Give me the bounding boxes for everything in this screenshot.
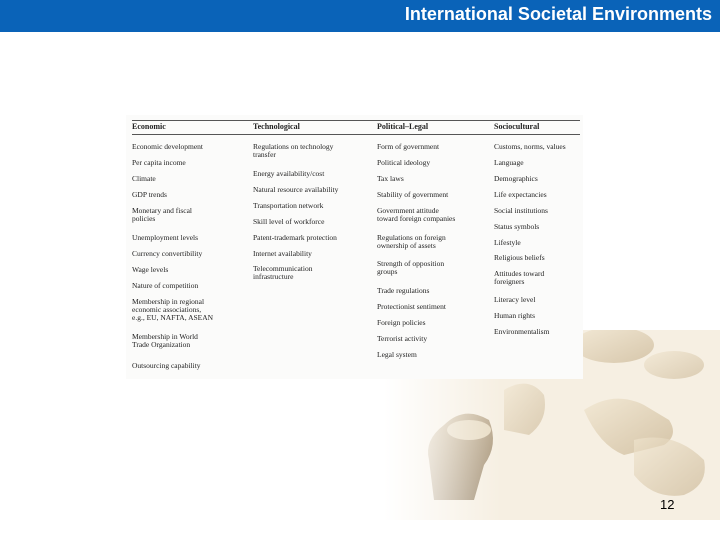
table-cell [132, 333, 198, 349]
table-cell-line: Internet availability [253, 249, 312, 258]
table-cell-line: Human rights [494, 311, 536, 320]
table-cell [253, 143, 333, 159]
table-cell [377, 335, 427, 343]
table-cell [377, 207, 455, 223]
table-cell-line: Government attitude [377, 206, 439, 215]
table-cell-line: Energy availability/cost [253, 169, 325, 178]
page-number: 12 [660, 497, 675, 512]
table-cell [494, 223, 539, 231]
table-cell [494, 312, 535, 320]
table-cell-line: Foreign policies [377, 318, 426, 327]
header-economic: Economic [132, 122, 166, 131]
table-cell-line: Wage levels [132, 265, 169, 274]
table-cell-line: groups [377, 267, 398, 276]
table-cell [494, 328, 549, 336]
table-cell [377, 234, 446, 250]
table-cell-line: Skill level of workforce [253, 217, 325, 226]
table-cell [132, 266, 168, 274]
table-cell-line: Regulations on technology [253, 142, 334, 151]
table-cell-line: Economic development [132, 142, 204, 151]
table-cell-line: Nature of competition [132, 281, 199, 290]
table-cell-line: Literacy level [494, 295, 536, 304]
table-cell-line: foreigners [494, 277, 525, 286]
table-cell [377, 351, 417, 359]
table-cell-line: Strength of opposition [377, 259, 445, 268]
table-cell-line: Life expectancies [494, 190, 547, 199]
table-cell [253, 250, 312, 258]
table-cell [377, 191, 448, 199]
table-cell-line: toward foreign companies [377, 214, 456, 223]
table-cell [253, 234, 337, 242]
table-cell [377, 143, 439, 151]
table-cell [377, 303, 446, 311]
table-cell-line: Membership in regional [132, 297, 205, 306]
table-cell-line: Language [494, 158, 524, 167]
table-cell [494, 296, 535, 304]
table-cell-line: Transportation network [253, 201, 324, 210]
table-cell [132, 250, 202, 258]
table-cell-line: Trade regulations [377, 286, 430, 295]
table-cell [132, 234, 198, 242]
table-cell-line: Currency convertibility [132, 249, 203, 258]
table-cell-line: Unemployment levels [132, 233, 199, 242]
table-cell-line: Natural resource availability [253, 185, 339, 194]
table-cell [132, 298, 213, 322]
table-cell [132, 191, 167, 199]
table-cell-line: Stability of government [377, 190, 449, 199]
table-cell [377, 175, 404, 183]
table-cell-line: Customs, norms, values [494, 142, 566, 151]
header-sociocultural: Sociocultural [494, 122, 540, 131]
table-cell-line: Political ideology [377, 158, 431, 167]
table-cell-line: Climate [132, 174, 156, 183]
table-cell [132, 362, 201, 370]
table-cell-line: Per capita income [132, 158, 186, 167]
table-cell [132, 159, 186, 167]
table-cell-line: economic associations, [132, 305, 202, 314]
table-cell [377, 319, 426, 327]
table-cell [253, 202, 323, 210]
table-cell [132, 175, 156, 183]
header-political-legal: Political–Legal [377, 122, 429, 131]
header-technological: Technological [253, 122, 300, 131]
table-cell-line: GDP trends [132, 190, 167, 199]
table-cell [253, 170, 324, 178]
table-cell [253, 186, 338, 194]
table-cell [253, 218, 324, 226]
table-cell-line: Lifestyle [494, 238, 521, 247]
table-cell [253, 265, 312, 281]
table-cell-line: transfer [253, 150, 276, 159]
table-cell-line: Terrorist activity [377, 334, 428, 343]
table-cell-line: Attitudes toward [494, 269, 545, 278]
table-cell [377, 287, 429, 295]
table-cell [494, 270, 544, 286]
table-cell-line: Environmentalism [494, 327, 550, 336]
table-cell-line: Demographics [494, 174, 538, 183]
table-cell [494, 191, 547, 199]
table-cell [494, 207, 548, 215]
table-cell-line: Social institutions [494, 206, 548, 215]
table-cell [494, 254, 545, 262]
table-cell [377, 260, 444, 276]
table-cell-line: Outsourcing capability [132, 361, 201, 370]
table-cell [494, 239, 521, 247]
table-cell-line: infrastructure [253, 272, 294, 281]
table-cell-line: ownership of assets [377, 241, 436, 250]
table-cell-line: policies [132, 214, 156, 223]
table-cell-line: Status symbols [494, 222, 540, 231]
table-cell [132, 207, 192, 223]
title-bar [0, 0, 720, 32]
table-cell-line: e.g., EU, NAFTA, ASEAN [132, 313, 214, 322]
table-cell-line: Tax laws [377, 174, 404, 183]
societal-environment-table [126, 115, 583, 379]
table-cell [132, 143, 203, 151]
table-cell-line: Trade Organization [132, 340, 191, 349]
table-cell-line: Protectionist sentiment [377, 302, 446, 311]
table-cell-line: Legal system [377, 350, 417, 359]
table-cell-line: Religious beliefs [494, 253, 545, 262]
table-cell [494, 175, 538, 183]
table-cell-line: Monetary and fiscal [132, 206, 192, 215]
slide-title: International Societal Environments [404, 4, 712, 24]
table-cell-line: Patent-trademark protection [253, 233, 337, 242]
table-top-rule [132, 120, 580, 121]
table-cell [377, 159, 430, 167]
table-cell-line: Regulations on foreign [377, 233, 446, 242]
table-cell-line: Telecommunication [253, 264, 313, 273]
table-cell [494, 143, 566, 151]
table-cell [494, 159, 524, 167]
table-cell-line: Form of government [377, 142, 440, 151]
table-header-rule [132, 134, 580, 135]
table-cell-line: Membership in World [132, 332, 198, 341]
table-cell [132, 282, 198, 290]
